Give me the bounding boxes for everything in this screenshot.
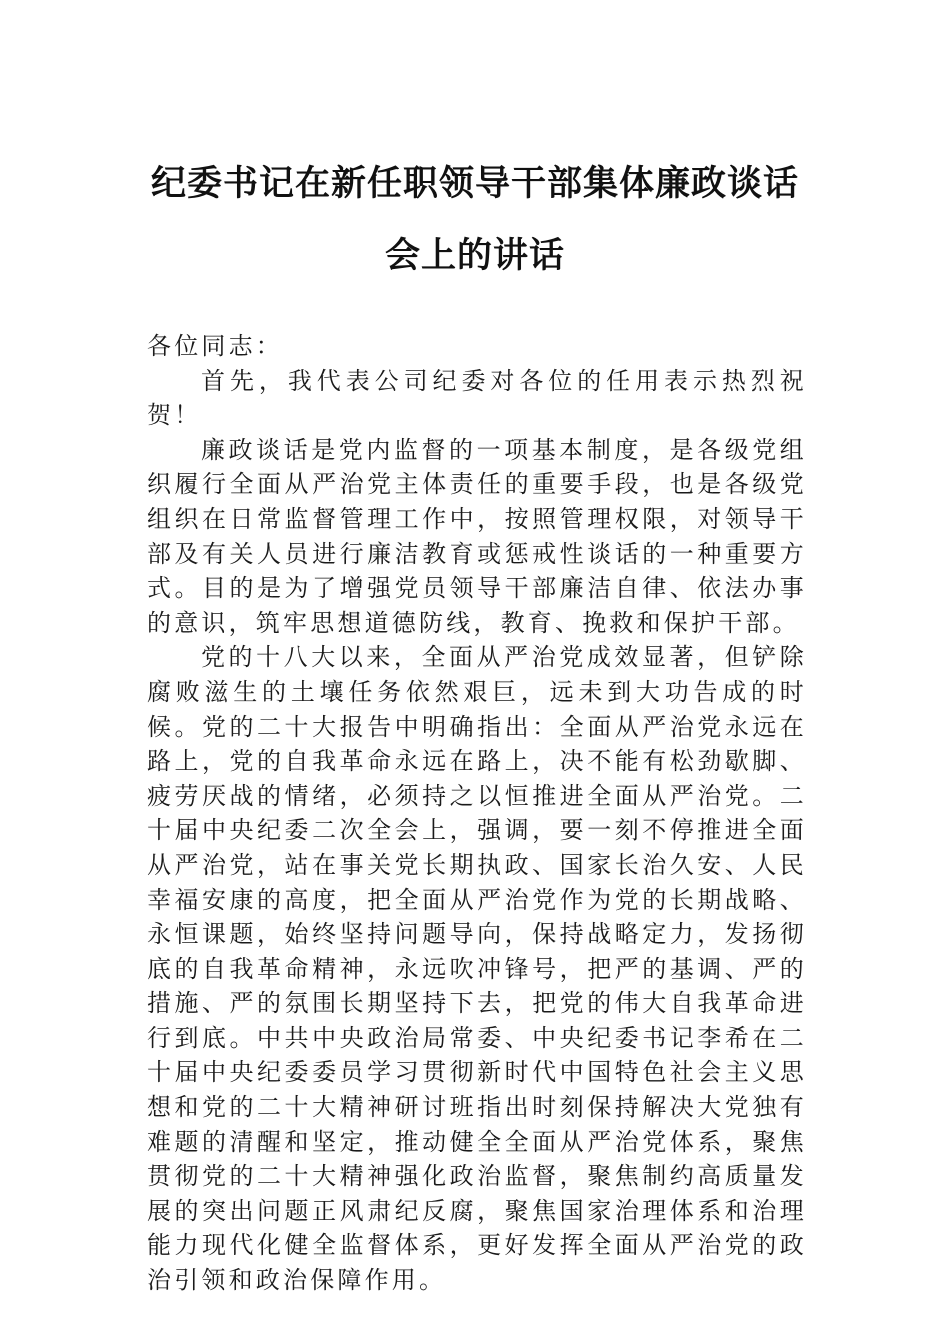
paragraph-talk-system: 廉政谈话是党内监督的一项基本制度，是各级党组织履行全面从严治党主体责任的重要手段，也是各级党组织在日常监督管理工作中，按照管理权限，对领导干部及有关人员进行廉洁教育或惩戒性谈话的一种重要方式。目的是为了增强党员领导干部廉洁自律、依法办事的意识，筑牢思想道德防线，教育、挽救和保护干部。 [147,435,807,637]
title-line-2: 会上的讲话 [384,235,565,276]
paragraph-party-governance: 党的十八大以来，全面从严治党成效显著，但铲除腐败滋生的土壤任务依然艰巨，远未到大功告成的时候。党的二十大报告中明确指出：全面从严治党永远在路上，党的自我革命永远在路上，决不能有松劲歇脚、疲劳厌战的情绪，必须持之以恒推进全面从严治党。二十届中央纪委二次全会上，强调，要一刻不停推进全面从严治党，站在事关党长期执政、国家长治久安、人民幸福安康的高度，把全面从严治党作为党的长期战略、永恒课题，始终坚持问题导向，保持战略定力，发扬彻底的自我革命精神，永远吹冲锋号，把严的基调、严的措施、严的氛围长期坚持下去，把党的伟大自我革命进行到底。中共中央政治局常委、中央纪委书记李希在二十届中央纪委委员学习贯彻新时代中国特色社会主义思想和党的二十大精神研讨班指出时刻保持解决大党独有难题的清醒和坚定，推动健全全面从严治党体系，聚焦贯彻党的二十大精神强化政治监督，聚焦制约高质量发展的突出问题正风肃纪反腐，聚焦国家治理体系和治理能力现代化健全监督体系，更好发挥全面从严治党的政治引领和政治保障作用。 [147,643,807,1295]
document-body [147,329,807,1298]
salutation: 各位同志： [147,332,283,360]
title-line-1: 纪委书记在新任职领导干部集体廉政谈话 [150,163,799,204]
document-title [140,148,810,292]
paragraph-congratulation: 首先，我代表公司纪委对各位的任用表示热烈祝贺！ [147,366,807,430]
